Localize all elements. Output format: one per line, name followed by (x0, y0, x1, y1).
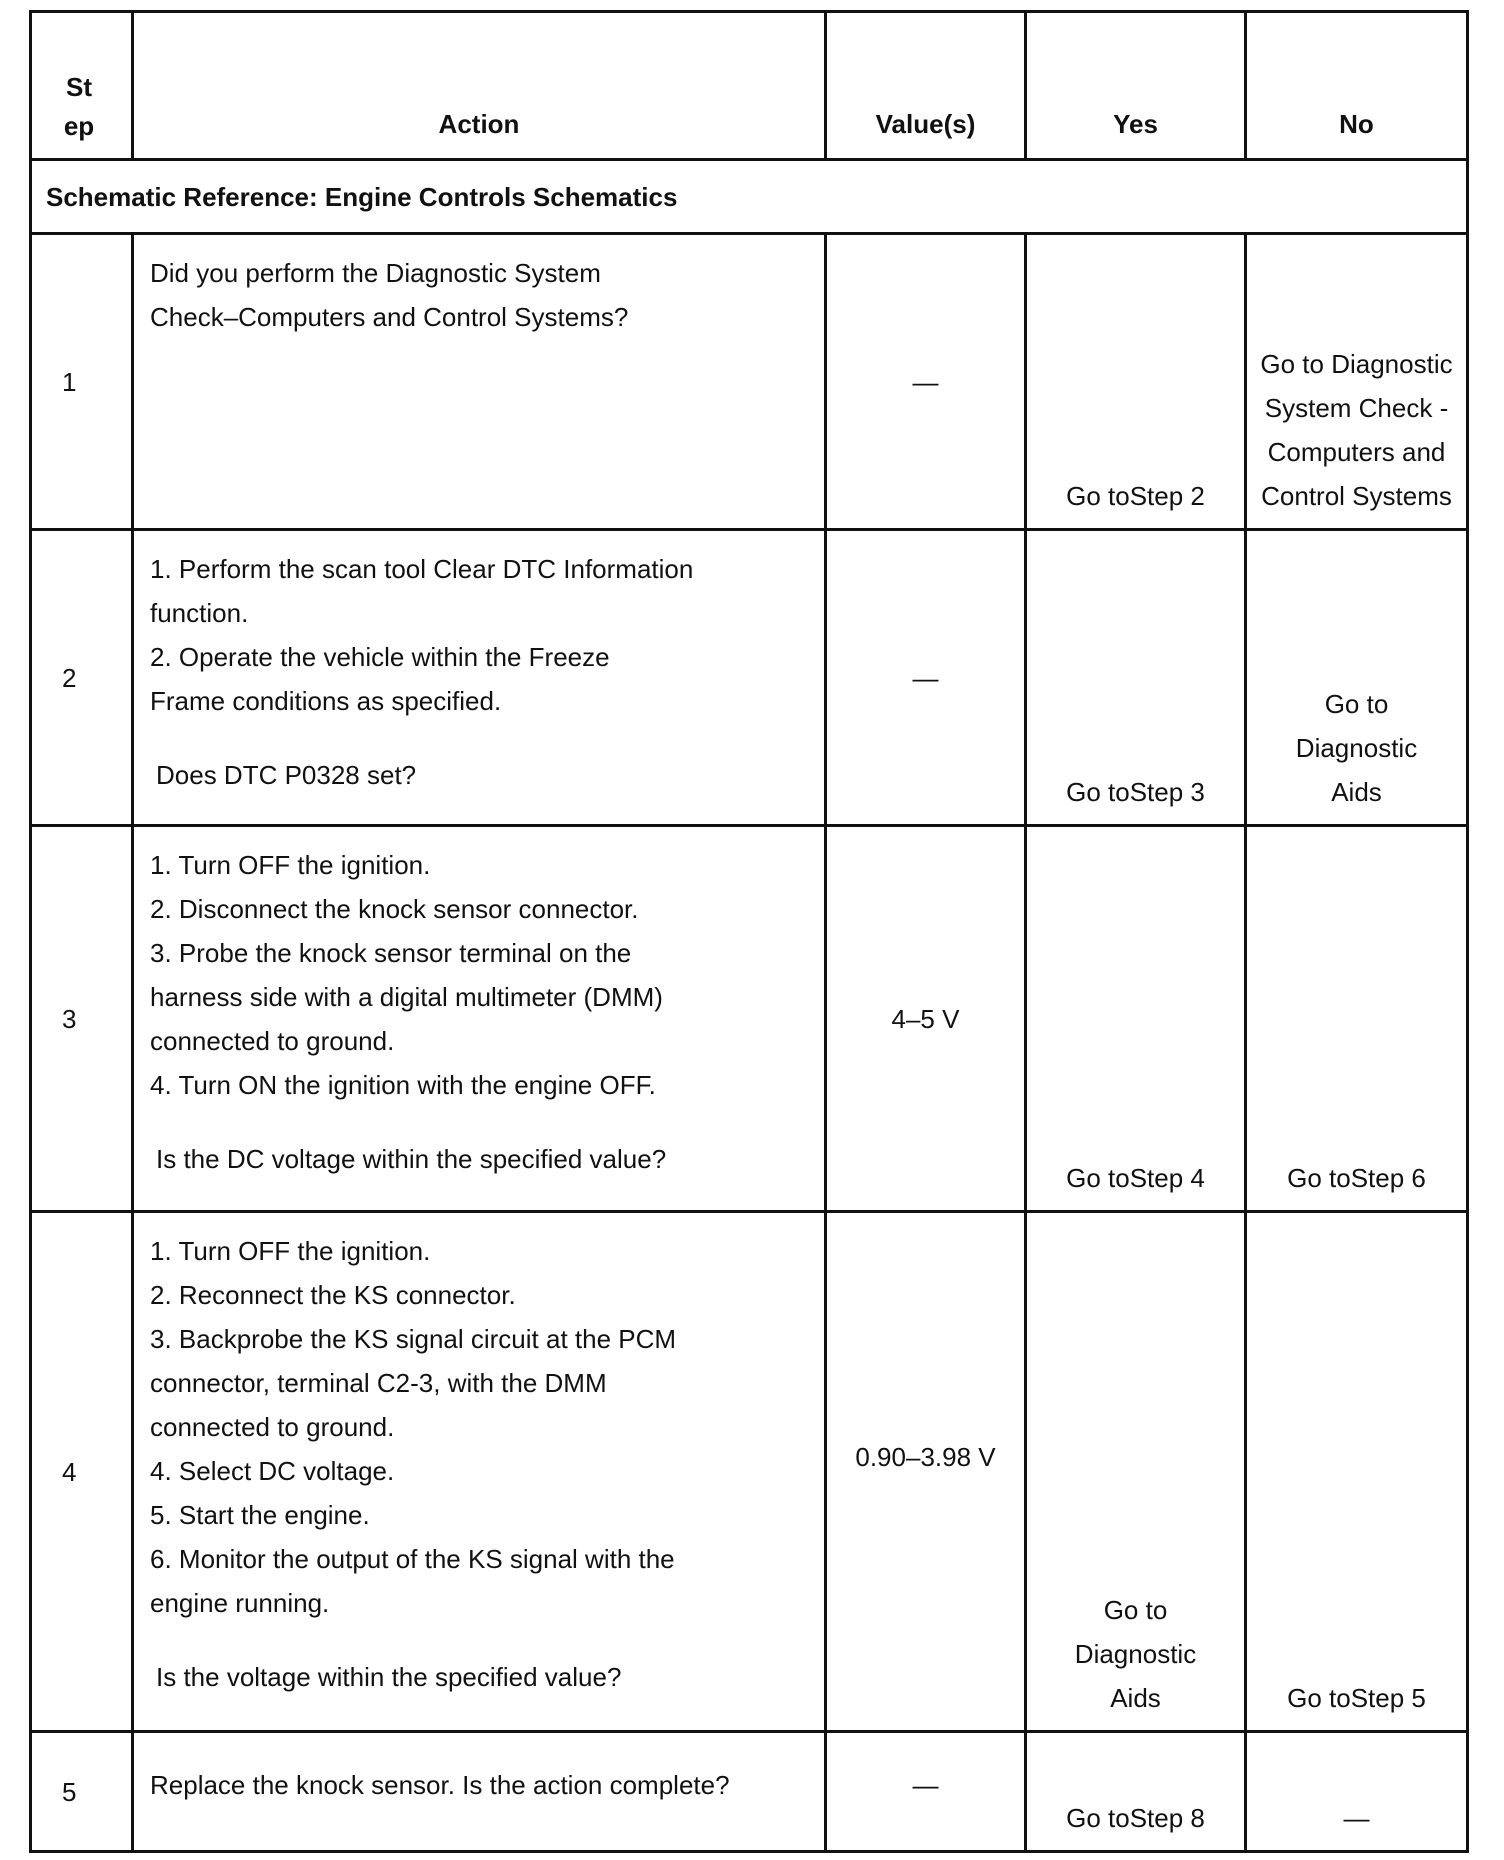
no-cell: Go to Diagnostic Aids (1246, 530, 1468, 826)
header-yes: Yes (1026, 12, 1246, 160)
action-line: 4. Turn ON the ignition with the engine OFF. (150, 1070, 656, 1100)
action-line: 6. Monitor the output of the KS signal with the engine running. (150, 1544, 675, 1618)
value-cell: 4–5 V (826, 826, 1026, 1212)
yes-cell: Go toStep 2 (1026, 234, 1246, 530)
table-row (31, 1212, 1468, 1732)
action-line: 3. Backprobe the KS signal circuit at the PCM connector, terminal C2-3, with the DMM connected to ground. (150, 1324, 677, 1442)
value-cell: — (826, 234, 1026, 530)
value-cell: 0.90–3.98 V (826, 1212, 1026, 1732)
yes-cell: Go toStep 4 (1026, 826, 1246, 1212)
action-line: Did you perform the Diagnostic System Check–Computers and Control Systems? (150, 258, 629, 332)
step-number: 2 (31, 530, 133, 826)
action-cell (133, 234, 826, 530)
action-line: 2. Operate the vehicle within the Freeze Frame conditions as specified. (150, 642, 610, 716)
action-line: 5. Start the engine. (150, 1500, 370, 1530)
header-no: No (1246, 12, 1468, 160)
yes-cell: Go toStep 3 (1026, 530, 1246, 826)
yes-cell: Go to Diagnostic Aids (1026, 1212, 1246, 1732)
action-cell (133, 1732, 826, 1852)
action-line: 1. Perform the scan tool Clear DTC Information function. (150, 554, 694, 628)
table-row (31, 1732, 1468, 1852)
action-question: Does DTC P0328 set? (156, 760, 417, 790)
no-cell: Go to Diagnostic System Check - Computers and Control Systems (1246, 234, 1468, 530)
action-cell (133, 1212, 826, 1732)
value-cell: — (826, 1732, 1026, 1852)
table-row (31, 826, 1468, 1212)
action-line: 1. Turn OFF the ignition. (150, 850, 431, 880)
action-question: Is the voltage within the specified value? (156, 1662, 622, 1692)
action-line: Replace the knock sensor. Is the action complete? (150, 1769, 730, 1800)
step-number: 3 (31, 826, 133, 1212)
schematic-reference: Schematic Reference: Engine Controls Schematics (31, 160, 1468, 234)
action-line: 1. Turn OFF the ignition. (150, 1236, 431, 1266)
schematic-row (31, 160, 1468, 234)
table-row (31, 530, 1468, 826)
action-cell (133, 530, 826, 826)
step-number: 5 (31, 1732, 133, 1852)
action-line: 4. Select DC voltage. (150, 1456, 395, 1486)
no-cell: Go toStep 5 (1246, 1212, 1468, 1732)
yes-cell: Go toStep 8 (1026, 1732, 1246, 1852)
value-cell: — (826, 530, 1026, 826)
action-cell (133, 826, 826, 1212)
diagnostic-table (29, 10, 1469, 1853)
no-cell: — (1246, 1732, 1468, 1852)
header-step: St ep (31, 12, 133, 160)
header-action: Action (133, 12, 826, 160)
no-cell: Go toStep 6 (1246, 826, 1468, 1212)
header-values: Value(s) (826, 12, 1026, 160)
action-line: 2. Reconnect the KS connector. (150, 1280, 516, 1310)
table-row (31, 234, 1468, 530)
header-row (31, 12, 1468, 160)
step-number: 4 (31, 1212, 133, 1732)
action-question: Is the DC voltage within the specified value? (156, 1144, 667, 1174)
diagnostic-table-frame (29, 10, 1469, 1853)
action-line: 3. Probe the knock sensor terminal on the harness side with a digital multimeter (DMM) connected to ground. (150, 938, 663, 1056)
step-number: 1 (31, 234, 133, 530)
action-line: 2. Disconnect the knock sensor connector. (150, 894, 639, 924)
